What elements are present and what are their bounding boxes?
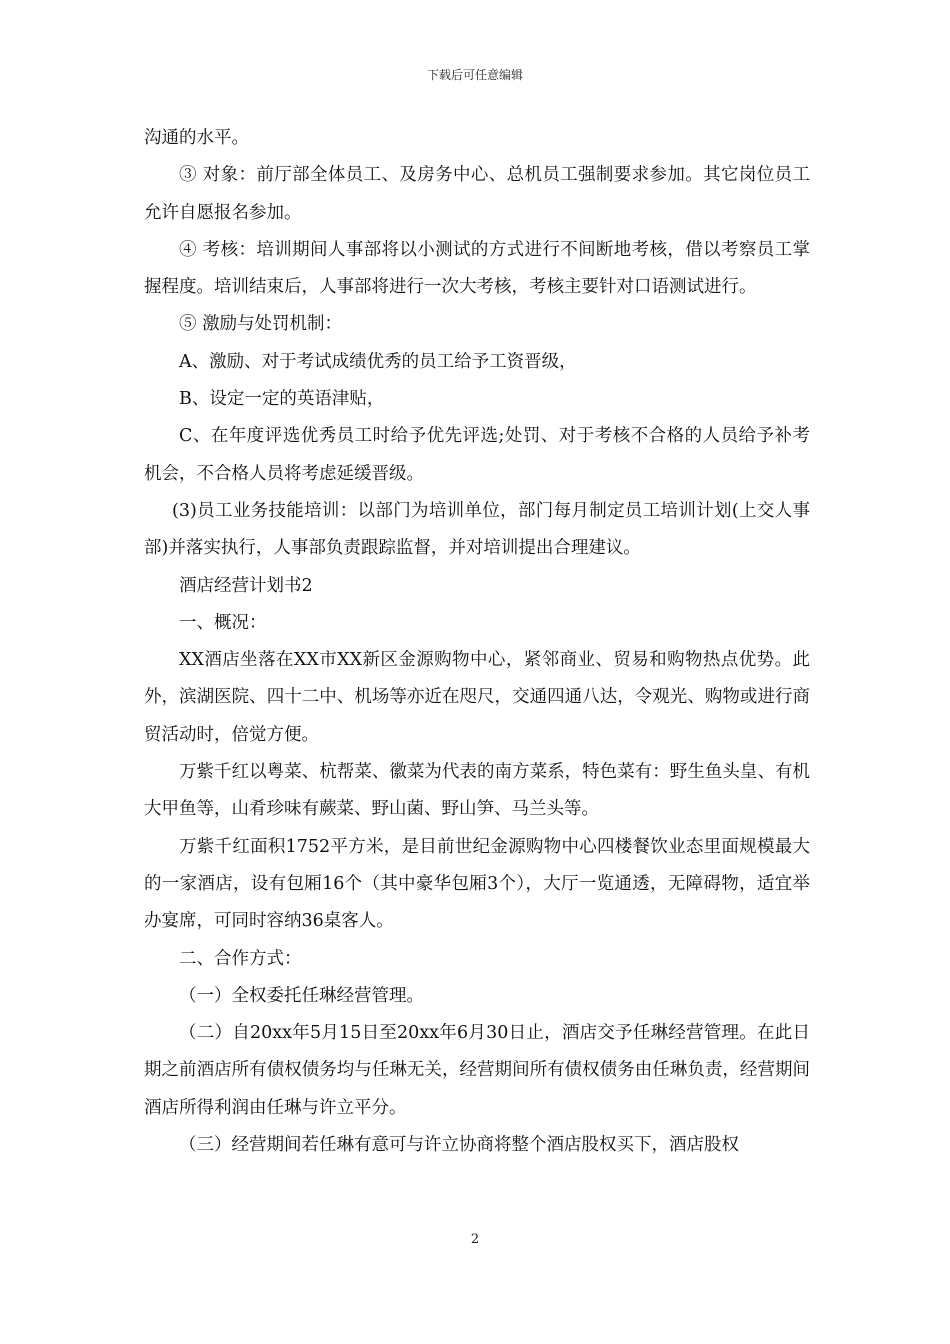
paragraph-cooperation-1: （一）全权委托任琳经营管理。 — [179, 985, 424, 1006]
paragraph-location: XX酒店坐落在XX市XX新区金源购物中心，紧邻商业、贸易和购物热点优势。此外，滨湖医院、四十二中、机场等亦近在咫尺，交通四通八达，令观光、购物或进行商贸活动时，倍觉方便。 — [144, 650, 810, 745]
paragraph-target-audience: ③ 对象：前厅部全体员工、及房务中心、总机员工强制要求参加。其它岗位员工允许自愿报名参加。 — [144, 165, 810, 223]
paragraph-incentive-c: C、在年度评选优秀员工时给予优先评选;处罚、对于考核不合格的人员给予补考机会，不合格人员将考虑延缓晋级。 — [144, 426, 810, 484]
paragraph-cooperation-2: （二）自20xx年5月15日至20xx年6月30日止，酒店交予任琳经营管理。在此日期之前酒店所有债权债务均与任琳无关，经营期间所有债权债务由任琳负责，经营期间酒店所得利润由任琳与许立平分。 — [144, 1023, 810, 1118]
paragraph-area: 万紫千红面积1752平方米，是目前世纪金源购物中心四楼餐饮业态里面规模最大的一家酒店，设有包厢16个（其中豪华包厢3个），大厅一览通透，无障碍物，适宜举办宴席，可同时容纳36桌客人。 — [144, 836, 810, 932]
document-body — [144, 120, 810, 1164]
paragraph-incentive-heading: ⑤ 激励与处罚机制： — [179, 314, 343, 335]
page-header: 下载后可任意编辑 — [426, 68, 523, 82]
paragraph-cuisine: 万紫千红以粤菜、杭帮菜、徽菜为代表的南方菜系，特色菜有：野生鱼头皇、有机大甲鱼等，山肴珍味有蕨菜、野山菌、野山笋、马兰头等。 — [144, 762, 810, 820]
paragraph-skills-training: (3)员工业务技能培训：以部门为培训单位，部门每月制定员工培训计划(上交人事部)并落实执行，人事部负责跟踪监督，并对培训提出合理建议。 — [144, 500, 810, 559]
paragraph-assessment: ④ 考核：培训期间人事部将以小测试的方式进行不间断地考核，借以考察员工掌握程度。培训结束后，人事部将进行一次大考核，考核主要针对口语测试进行。 — [144, 239, 810, 298]
paragraph-cooperation-3: （三）经营期间若任琳有意可与许立协商将整个酒店股权买下，酒店股权 — [179, 1135, 739, 1156]
paragraph-incentive-a: A、激励、对于考试成绩优秀的员工给予工资晋级， — [179, 351, 577, 372]
paragraph-incentive-b: B、设定一定的英语津贴， — [179, 389, 385, 410]
section-heading-overview: 一、概况： — [179, 612, 267, 633]
section-title-plan-2: 酒店经营计划书2 — [179, 575, 313, 596]
section-heading-cooperation: 二、合作方式： — [179, 948, 302, 969]
paragraph-continuation: 沟通的水平。 — [144, 128, 249, 148]
page-number: 2 — [470, 1232, 480, 1247]
